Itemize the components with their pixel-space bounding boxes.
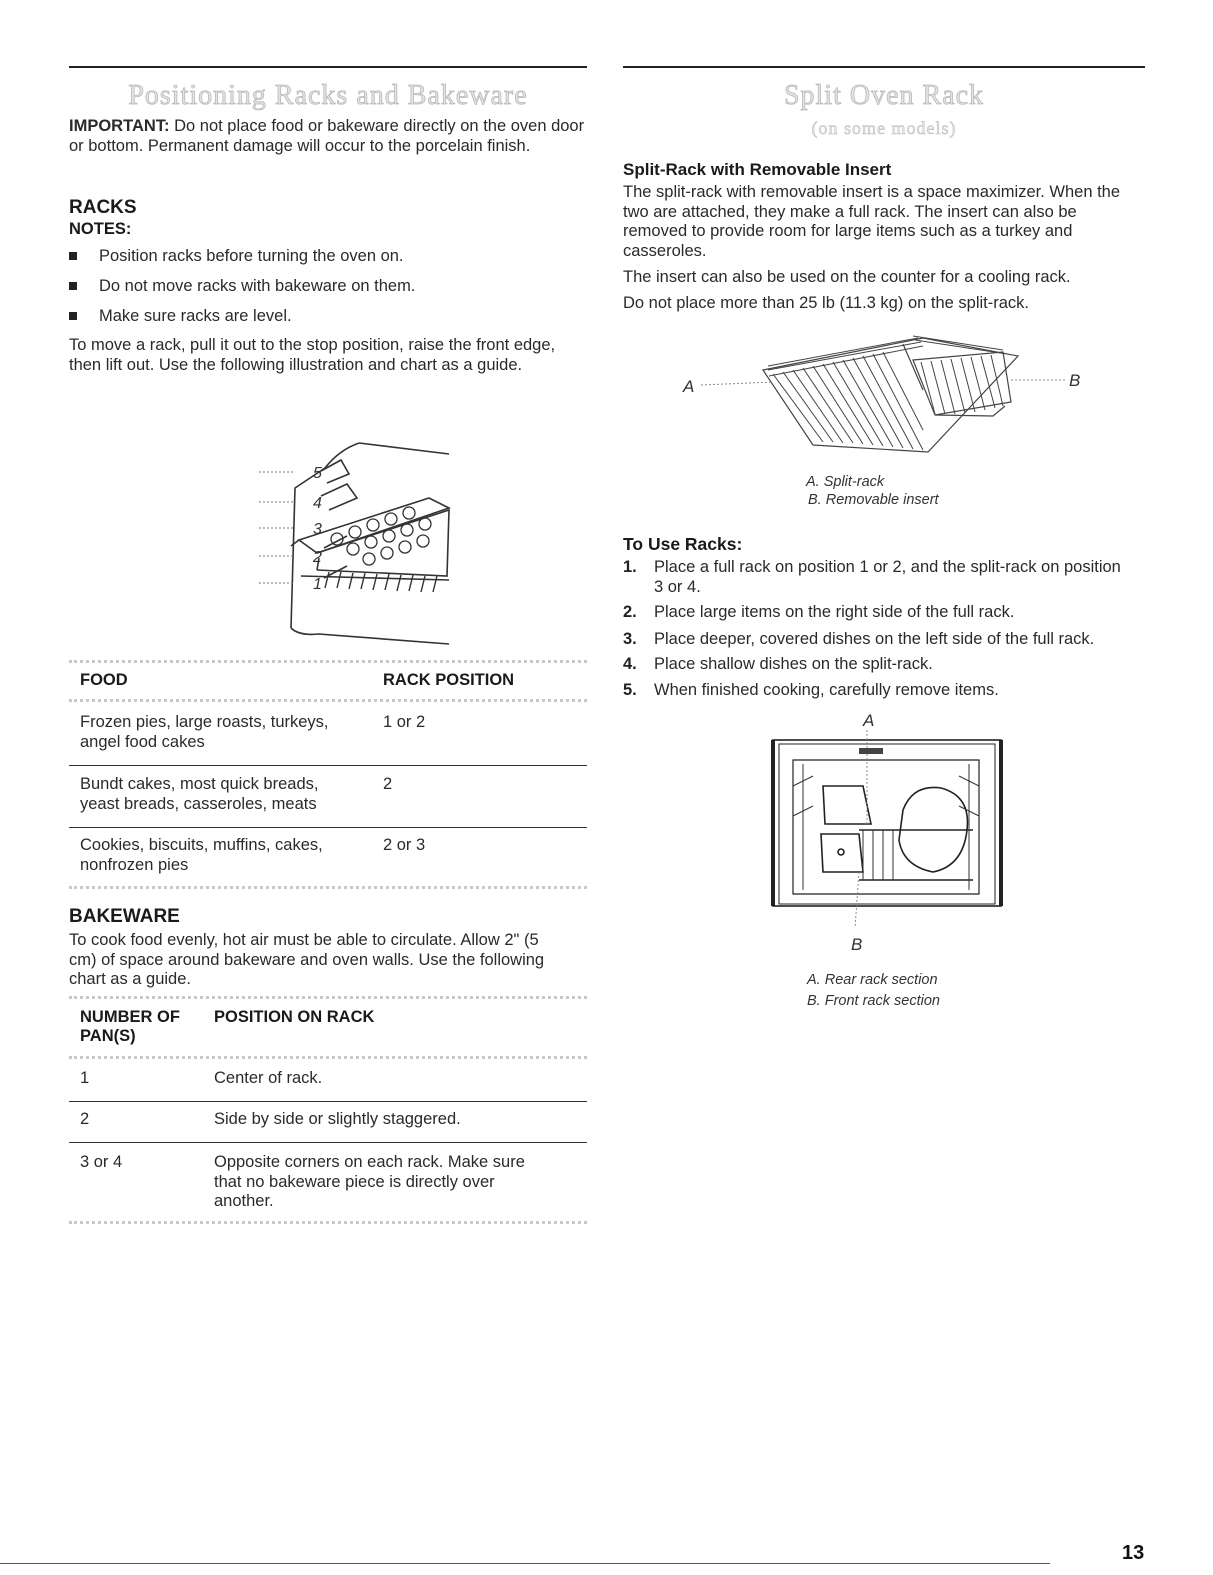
section-subtitle: (on some models) [811, 118, 957, 138]
table-row-food: Cookies, biscuits, muffins, cakes, nonfrozen pies [80, 836, 323, 874]
rack-label-2: 2 [313, 549, 322, 566]
figure2-label-b: B [851, 935, 863, 954]
table-row-food: Frozen pies, large roasts, turkeys, angel food cakes [80, 713, 329, 751]
racks-heading: RACKS [69, 197, 137, 218]
weight-paragraph: Do not place more than 25 lb (11.3 kg) on the split-rack. [623, 294, 1029, 312]
top-rule [623, 66, 1145, 68]
split-rack-heading: Split-Rack with Removable Insert [623, 160, 892, 179]
section-title: Positioning Racks and Bakeware [128, 80, 528, 111]
position-column-header: POSITION ON RACK [214, 1008, 375, 1026]
table-row-food: Bundt cakes, most quick breads, yeast breads, casseroles, meats [80, 775, 319, 813]
figure2-label-a: A [863, 711, 875, 730]
insert-paragraph: The insert can also be used on the counter for a cooling rack. [623, 268, 1071, 286]
step-text: When finished cooking, carefully remove items. [654, 681, 999, 699]
pan-row-position: Center of rack. [214, 1069, 323, 1087]
use-racks-heading: To Use Racks: [623, 534, 743, 554]
figure1-caption-b: B. Removable insert [808, 492, 939, 508]
pan-row-number: 1 [80, 1069, 90, 1087]
pan-table-top-rule [69, 996, 587, 999]
important-paragraph [69, 117, 587, 156]
pan-row-position: Side by side or slightly staggered. [214, 1110, 461, 1128]
note-text: Make sure racks are level. [99, 307, 292, 325]
rack-label-3: 3 [313, 521, 322, 538]
note-text: Do not move racks with bakeware on them. [99, 277, 416, 295]
figure1-caption-a: A. Split-rack [806, 474, 885, 490]
table-row-position: 2 [383, 775, 393, 793]
row-divider [69, 765, 587, 766]
rack-label-4: 4 [313, 495, 322, 512]
step-number: 3. [623, 630, 637, 648]
section-title: Split Oven Rack [783, 80, 985, 111]
pan-table-header-rule [69, 1056, 587, 1059]
figure1-label-b: B [1069, 371, 1081, 390]
food-column-header: FOOD [80, 671, 128, 689]
step-text: Place shallow dishes on the split-rack. [654, 655, 933, 673]
step-text: Place large items on the right side of the full rack. [654, 603, 1015, 621]
page-number: 13 [1122, 1542, 1145, 1564]
rack-position-column-header: RACK POSITION [383, 671, 515, 689]
bullet-square-icon [69, 312, 77, 320]
split-rack-paragraph: The split-rack with removable insert is a space maximizer. When the two are attached, they make a full rack. The insert can also be removed to provide room for large items such as a turkey and casseroles. [623, 183, 1121, 260]
split-rack-illustration [673, 330, 1093, 470]
important-text: Do not place food or bakeware directly on the oven door or bottom. Permanent damage will occur to the porcelain finish. [69, 117, 585, 155]
step-number: 5. [623, 681, 637, 699]
move-rack-paragraph: To move a rack, pull it out to the stop position, raise the front edge, then lift out. Use the following illustration and chart as a guide. [69, 336, 556, 374]
row-divider [69, 1142, 587, 1143]
rack-label-5: 5 [313, 465, 322, 482]
step-number: 1. [623, 558, 637, 576]
table-row-position: 2 or 3 [383, 836, 426, 854]
rack-positions-illustration [229, 428, 459, 648]
step-text: Place deeper, covered dishes on the left side of the full rack. [654, 630, 1095, 648]
bakeware-heading: BAKEWARE [69, 906, 180, 927]
bottom-rule [0, 1563, 1050, 1564]
figure2-caption-a: A. Rear rack section [807, 972, 938, 988]
top-rule [69, 66, 587, 68]
bullet-square-icon [69, 282, 77, 290]
step-number: 4. [623, 655, 637, 673]
oven-rack-illustration [763, 706, 1003, 956]
table-top-rule [69, 660, 587, 663]
pan-row-number: 2 [80, 1110, 90, 1128]
number-column-header: NUMBER OF PAN(S) [80, 1008, 180, 1045]
figure2-caption-b: B. Front rack section [807, 993, 940, 1009]
step-number: 2. [623, 603, 637, 621]
rack-label-1: 1 [313, 576, 322, 593]
row-divider [69, 827, 587, 828]
figure1-label-a: A [683, 377, 695, 396]
pan-table-bottom-rule [69, 1221, 587, 1224]
step-text: Place a full rack on position 1 or 2, and the split-rack on position 3 or 4. [654, 558, 1121, 596]
note-text: Position racks before turning the oven on. [99, 247, 404, 265]
row-divider [69, 1101, 587, 1102]
bakeware-paragraph: To cook food evenly, hot air must be able to circulate. Allow 2" (5 cm) of space around bakeware and oven walls. Use the following chart as a guide. [69, 931, 545, 988]
table-header-rule [69, 699, 587, 702]
notes-heading: NOTES: [69, 220, 132, 238]
pan-row-position: Opposite corners on each rack. Make sure that no bakeware piece is directly over another. [214, 1153, 525, 1210]
pan-row-number: 3 or 4 [80, 1153, 123, 1171]
table-bottom-rule [69, 886, 587, 889]
table-row-position: 1 or 2 [383, 713, 426, 731]
bullet-square-icon [69, 252, 77, 260]
important-label: IMPORTANT: [69, 117, 170, 135]
